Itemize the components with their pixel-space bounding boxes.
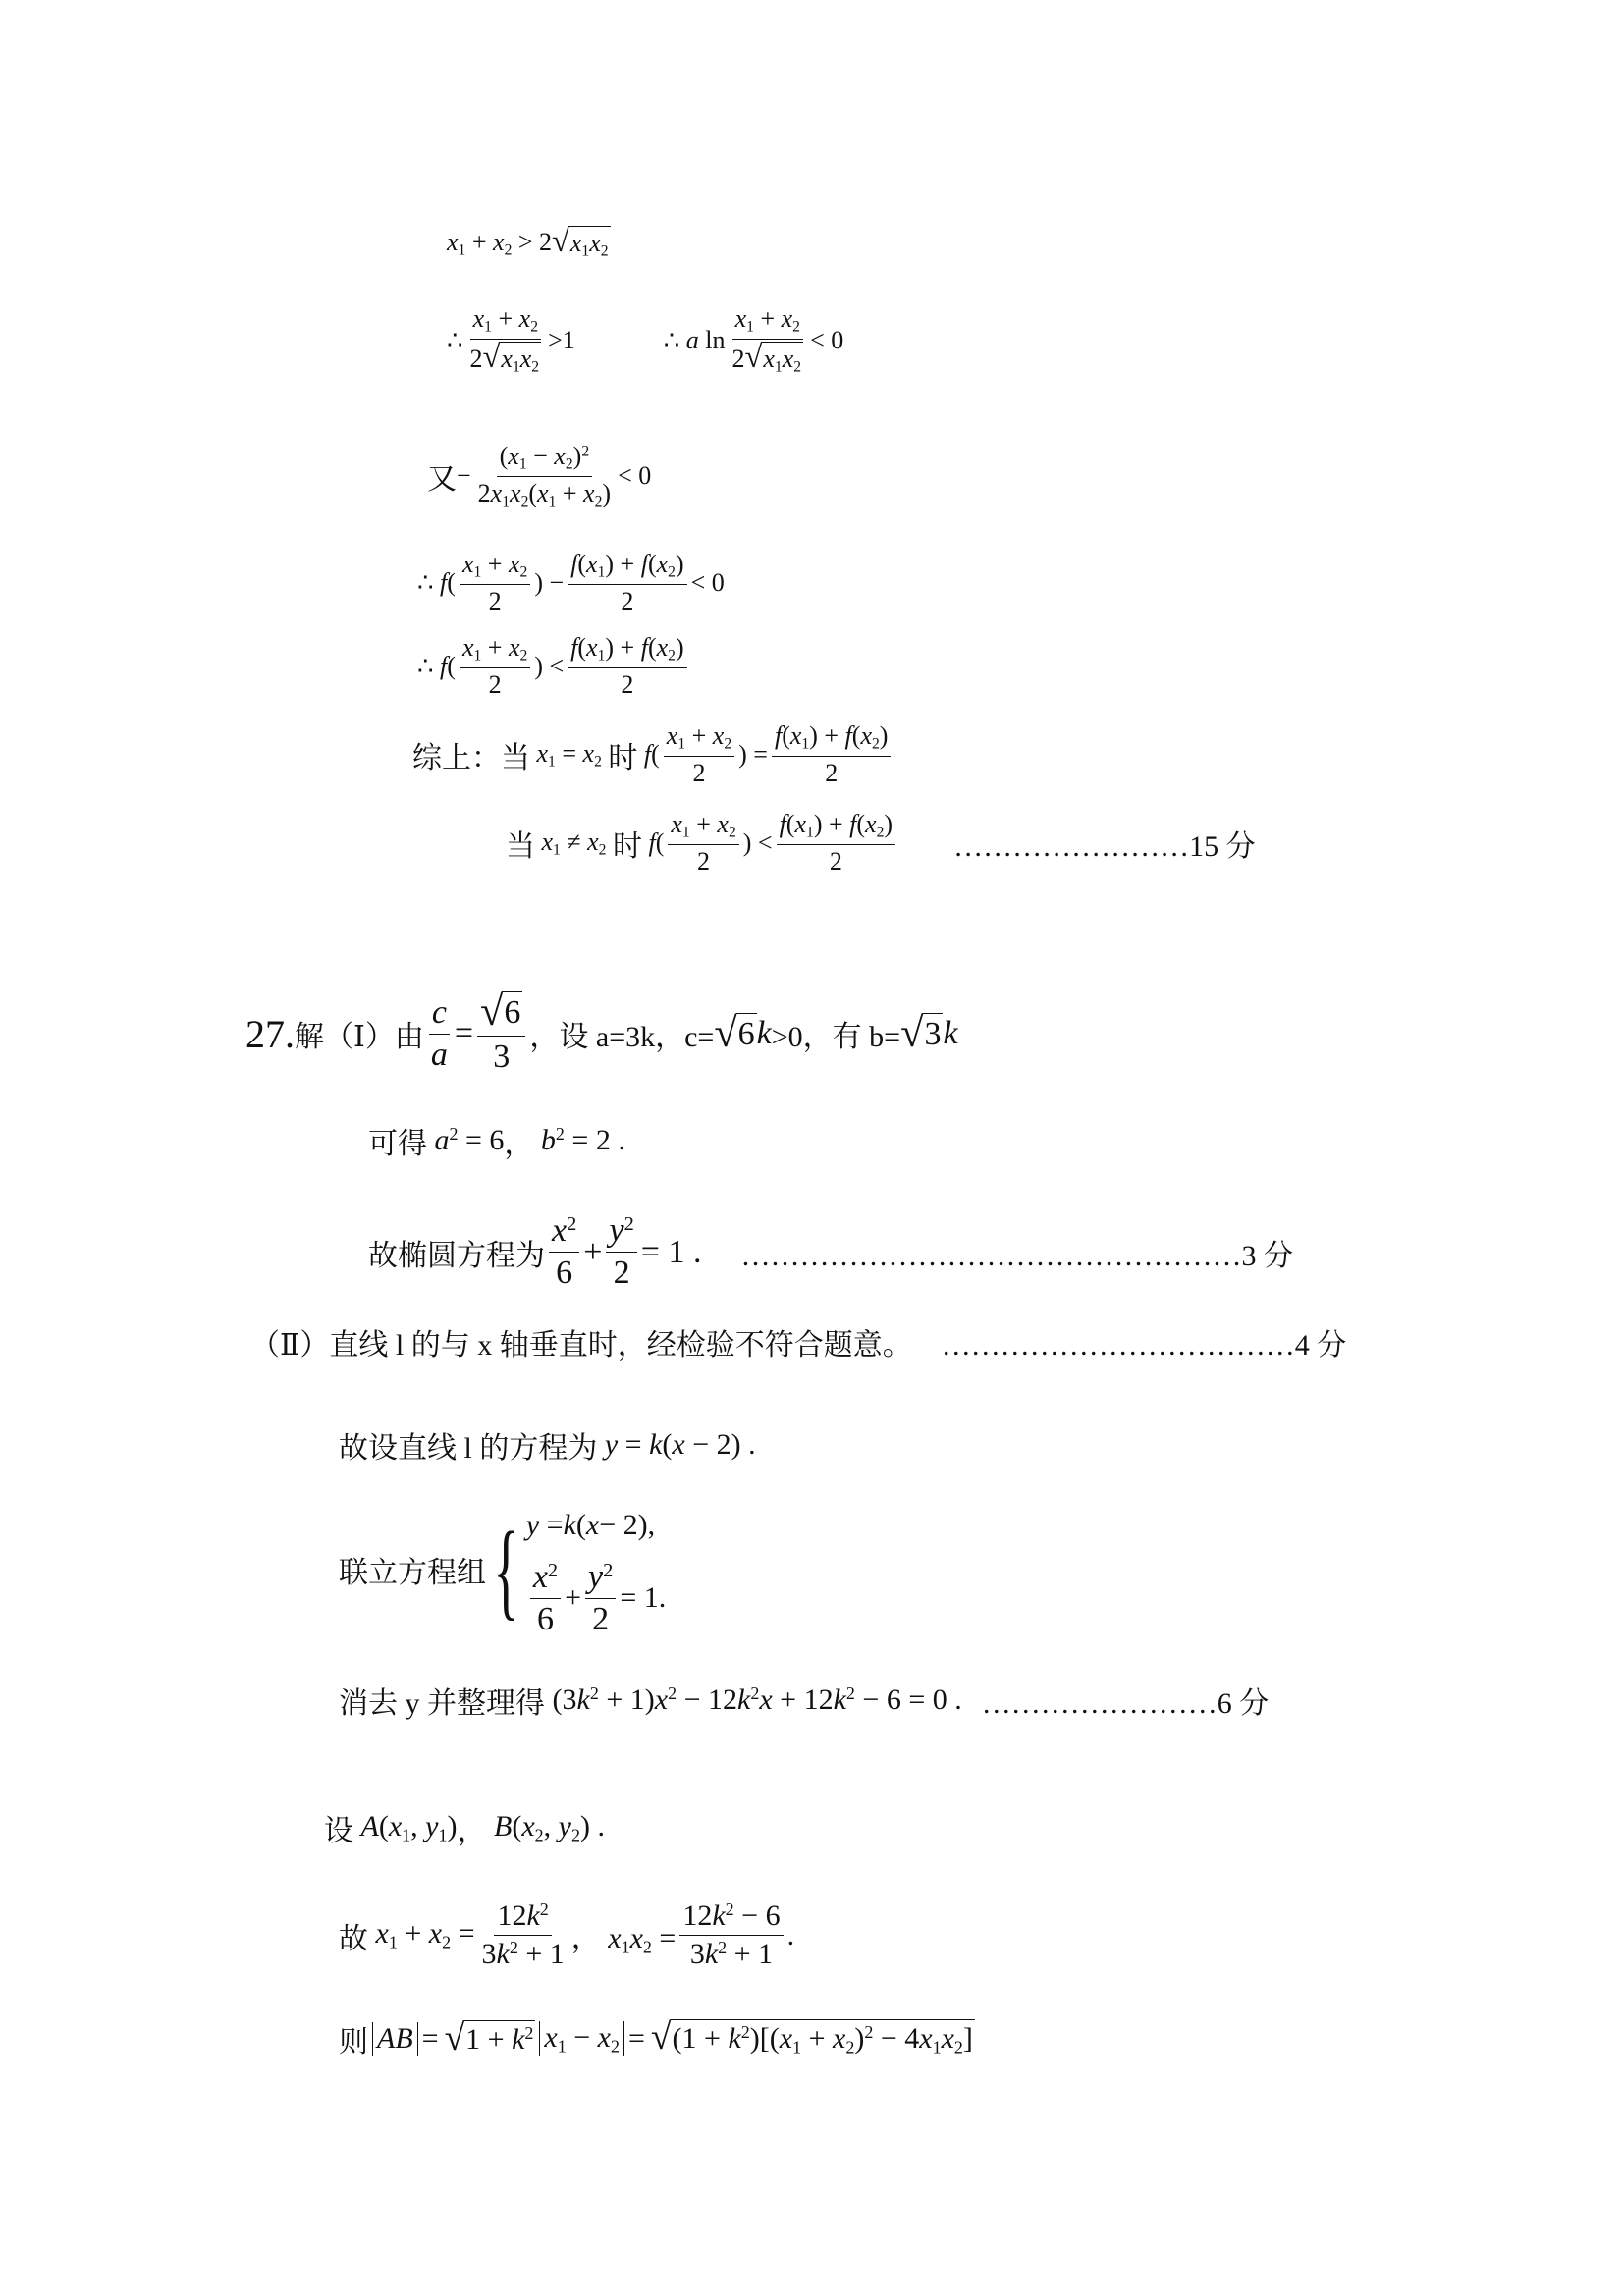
therefore-line-1: ∴ $x_1 + x_2$ 2 √ $x_1x_2$ >1 ∴ a ln $x_1 + x_2$ 2 √ $x_1x_2$ < 0 (447, 304, 844, 376)
score-6: ……………………6 分 (981, 1687, 1270, 1720)
score-3: ……………………………………………3 分 (740, 1239, 1293, 1272)
ellipse-line: 故椭圆方程为 $\frac{x^2}{6}$ + $\frac{y^2}{2}$ = 1 . ……………………………………………3 分 (368, 1212, 1293, 1291)
part1-set: ，设 a=3k，c= (529, 1021, 715, 1053)
part1-lead: 解（Ⅰ）由 (295, 1021, 424, 1053)
part2-text: （Ⅱ）直线 l 的与 x 轴垂直时，经检验不符合题意。 (250, 1329, 912, 1362)
score-4: ………………………………4 分 (941, 1329, 1347, 1362)
summary-line-1: 综上：当 $x_1 = x_2$ 时 f( $\frac{x_1 + x_2}{2}$ ) = $\frac{f(x_1) + f(x_2)}{2}$ (412, 721, 894, 788)
line-eq-lead: 故设直线 l 的方程为 (339, 1432, 598, 1465)
score-15: ……………………15 分 (953, 829, 1256, 863)
amgm-inequality: $x_1 + x_2 > 2$ √ $x_1x_2$ (447, 224, 609, 260)
part2-line (250, 1320, 1346, 1363)
vieta-lead: 故 (339, 1922, 368, 1955)
points-lead: 设 (324, 1815, 353, 1847)
also-line: 又 − $\frac{(x_1 - x_2)^2}{2x_1x_2(x_1 + x_2)}$ < 0 (427, 442, 652, 510)
part1-gt: >0，有 b= (771, 1021, 901, 1053)
q27-part1: 27. 解（Ⅰ）由 $\frac{c}{a}$ = √ 6 3 ，设 a=3k，c= √ 6 k >0，有 b= √ 3 k (245, 988, 958, 1075)
therefore-line-2: ∴ f( $\frac{x_1 + x_2}{2}$ ) − $\frac{f(x_1) + f(x_2)}{2}$ < 0 (417, 550, 725, 615)
line-eq-line: 故设直线 l 的方程为 y = k(x − 2) . (339, 1423, 756, 1467)
eliminate-lead: 消去 y 并整理得 (339, 1687, 545, 1720)
ab-lead: 则 (339, 2026, 368, 2058)
ab-length-line: 则 AB = √ $1 + k^2$ $x_1 - x_2$ = √ $(1 + k^2)[(x_1 + x_2)^2 - 4x_1x_2]$ (339, 2017, 973, 2059)
can-get-line: 可得 $a^2 = 6$ ， $b^2 = 2$ . (368, 1119, 625, 1162)
eliminate-line: 消去 y 并整理得 $(3k^2 + 1)x^2 - 12k^2x + 12k^2 - 6 = 0$ . ……………………6 分 (339, 1679, 1269, 1722)
points-line: 设 $A(x_1$, $y_1$) ， $B(x_2$, $y_2$) . (324, 1806, 605, 1849)
summary-line-2: 当 $x_1 \ne x_2$ 时 f( $\frac{x_1 + x_2}{2}$ ) < $\frac{f(x_1) + f(x_2)}{2}$ ……………………15 分 (506, 810, 1256, 876)
vieta-line: 故 $x_1 + x_2$ = $\frac{12k^2}{3k^2 + 1}$ ， $x_1x_2$ = $\frac{12k^2 - 6}{3k^2 + 1}$ . (339, 1899, 795, 1970)
system-line: 联立方程组 { y = k ( x − 2), $\frac{x^2}{6}$ + $\frac{y^2}{2}$ = 1. (339, 1509, 667, 1637)
question-number: 27. (245, 1011, 295, 1056)
system-lead: 联立方程组 (339, 1557, 486, 1589)
therefore-line-3: ∴ f( $\frac{x_1 + x_2}{2}$ ) < $\frac{f(x_1) + f(x_2)}{2}$ (417, 633, 691, 700)
ellipse-lead: 故椭圆方程为 (368, 1239, 545, 1272)
can-get-label: 可得 (368, 1128, 427, 1160)
